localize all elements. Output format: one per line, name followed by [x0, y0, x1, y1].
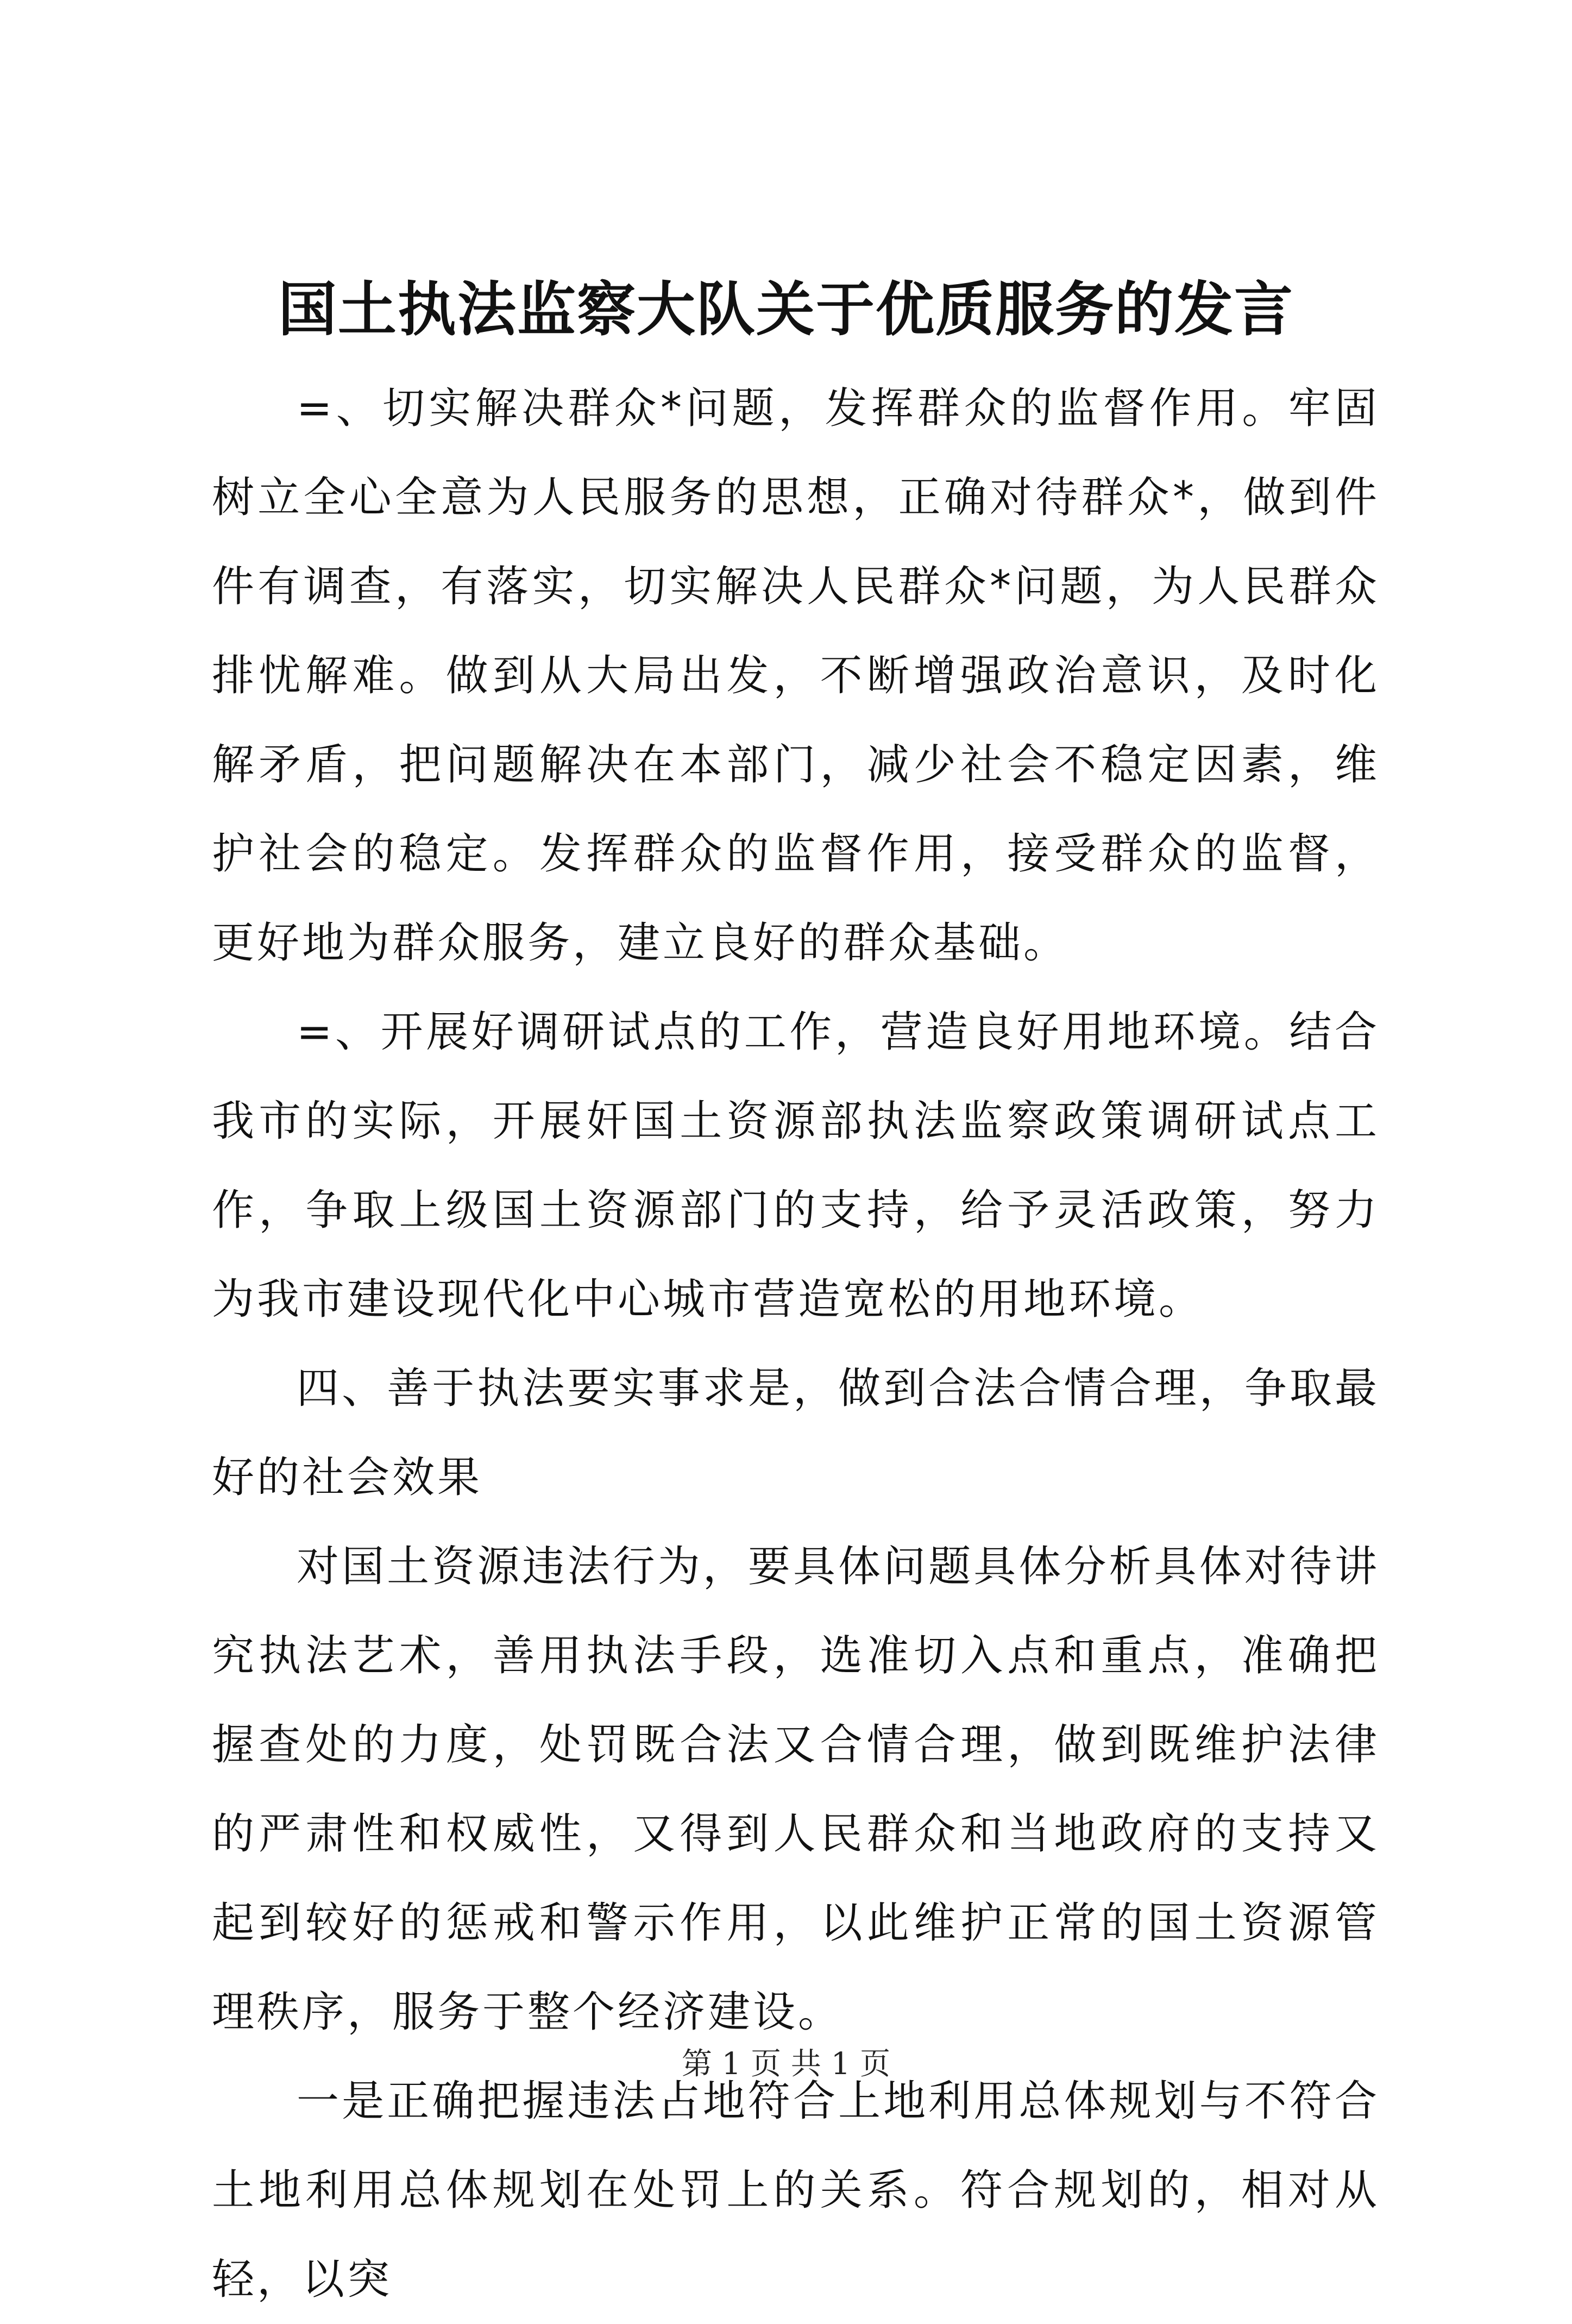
document-body — [212, 364, 1380, 2324]
paragraph-3: 四、善于执法要实事求是，做到合法合情合理，争取最好的社会效果 — [212, 1364, 1380, 1502]
paragraph-5: 一是正确把握违法占地符合上地利用总体规划与不符合土地利用总体规划在处罚上的关系。符合规划的，相对从轻，以突 — [212, 2077, 1380, 2304]
page-number-footer: 第 1 页 共 1 页 — [681, 2046, 891, 2082]
paragraph-4: 对国土资源违法行为，要具体问题具体分析具体对待讲究执法艺术，善用执法手段，选准切入点和重点，准确把握查处的力度，处罚既合法又合情合理，做到既维护法律的严肃性和权威性，又得到人民群众和当地政府的支持又起到较好的惩戒和警示作用，以此维护正常的国土资源管理秩序，服务于整个经济建设。 — [212, 1542, 1380, 2037]
paragraph-1: =、切实解决群众*问题，发挥群众的监督作用。牢固树立全心全意为人民服务的思想，正确对待群众*，做到件件有调查，有落实，切实解决人民群众*问题，为人民群众排忧解难。做到从大局出发，不断增强政治意识，及时化解矛盾，把问题解决在本部门，减少社会不稳定因素，维护社会的稳定。发挥群众的监督作用，接受群众的监督，更好地为群众服务，建立良好的群众基础。 — [212, 384, 1380, 968]
document-title: 国土执法监察大队关于优质服务的发言 — [278, 275, 1294, 344]
paragraph-2: =、开展好调研试点的工作，营造良好用地环境。结合我市的实际，开展奸国土资源部执法监察政策调研试点工作，争取上级国土资源部门的支持，给予灵活政策，努力为我市建设现代化中心城市营造宽松的用地环境。 — [212, 1008, 1380, 1324]
